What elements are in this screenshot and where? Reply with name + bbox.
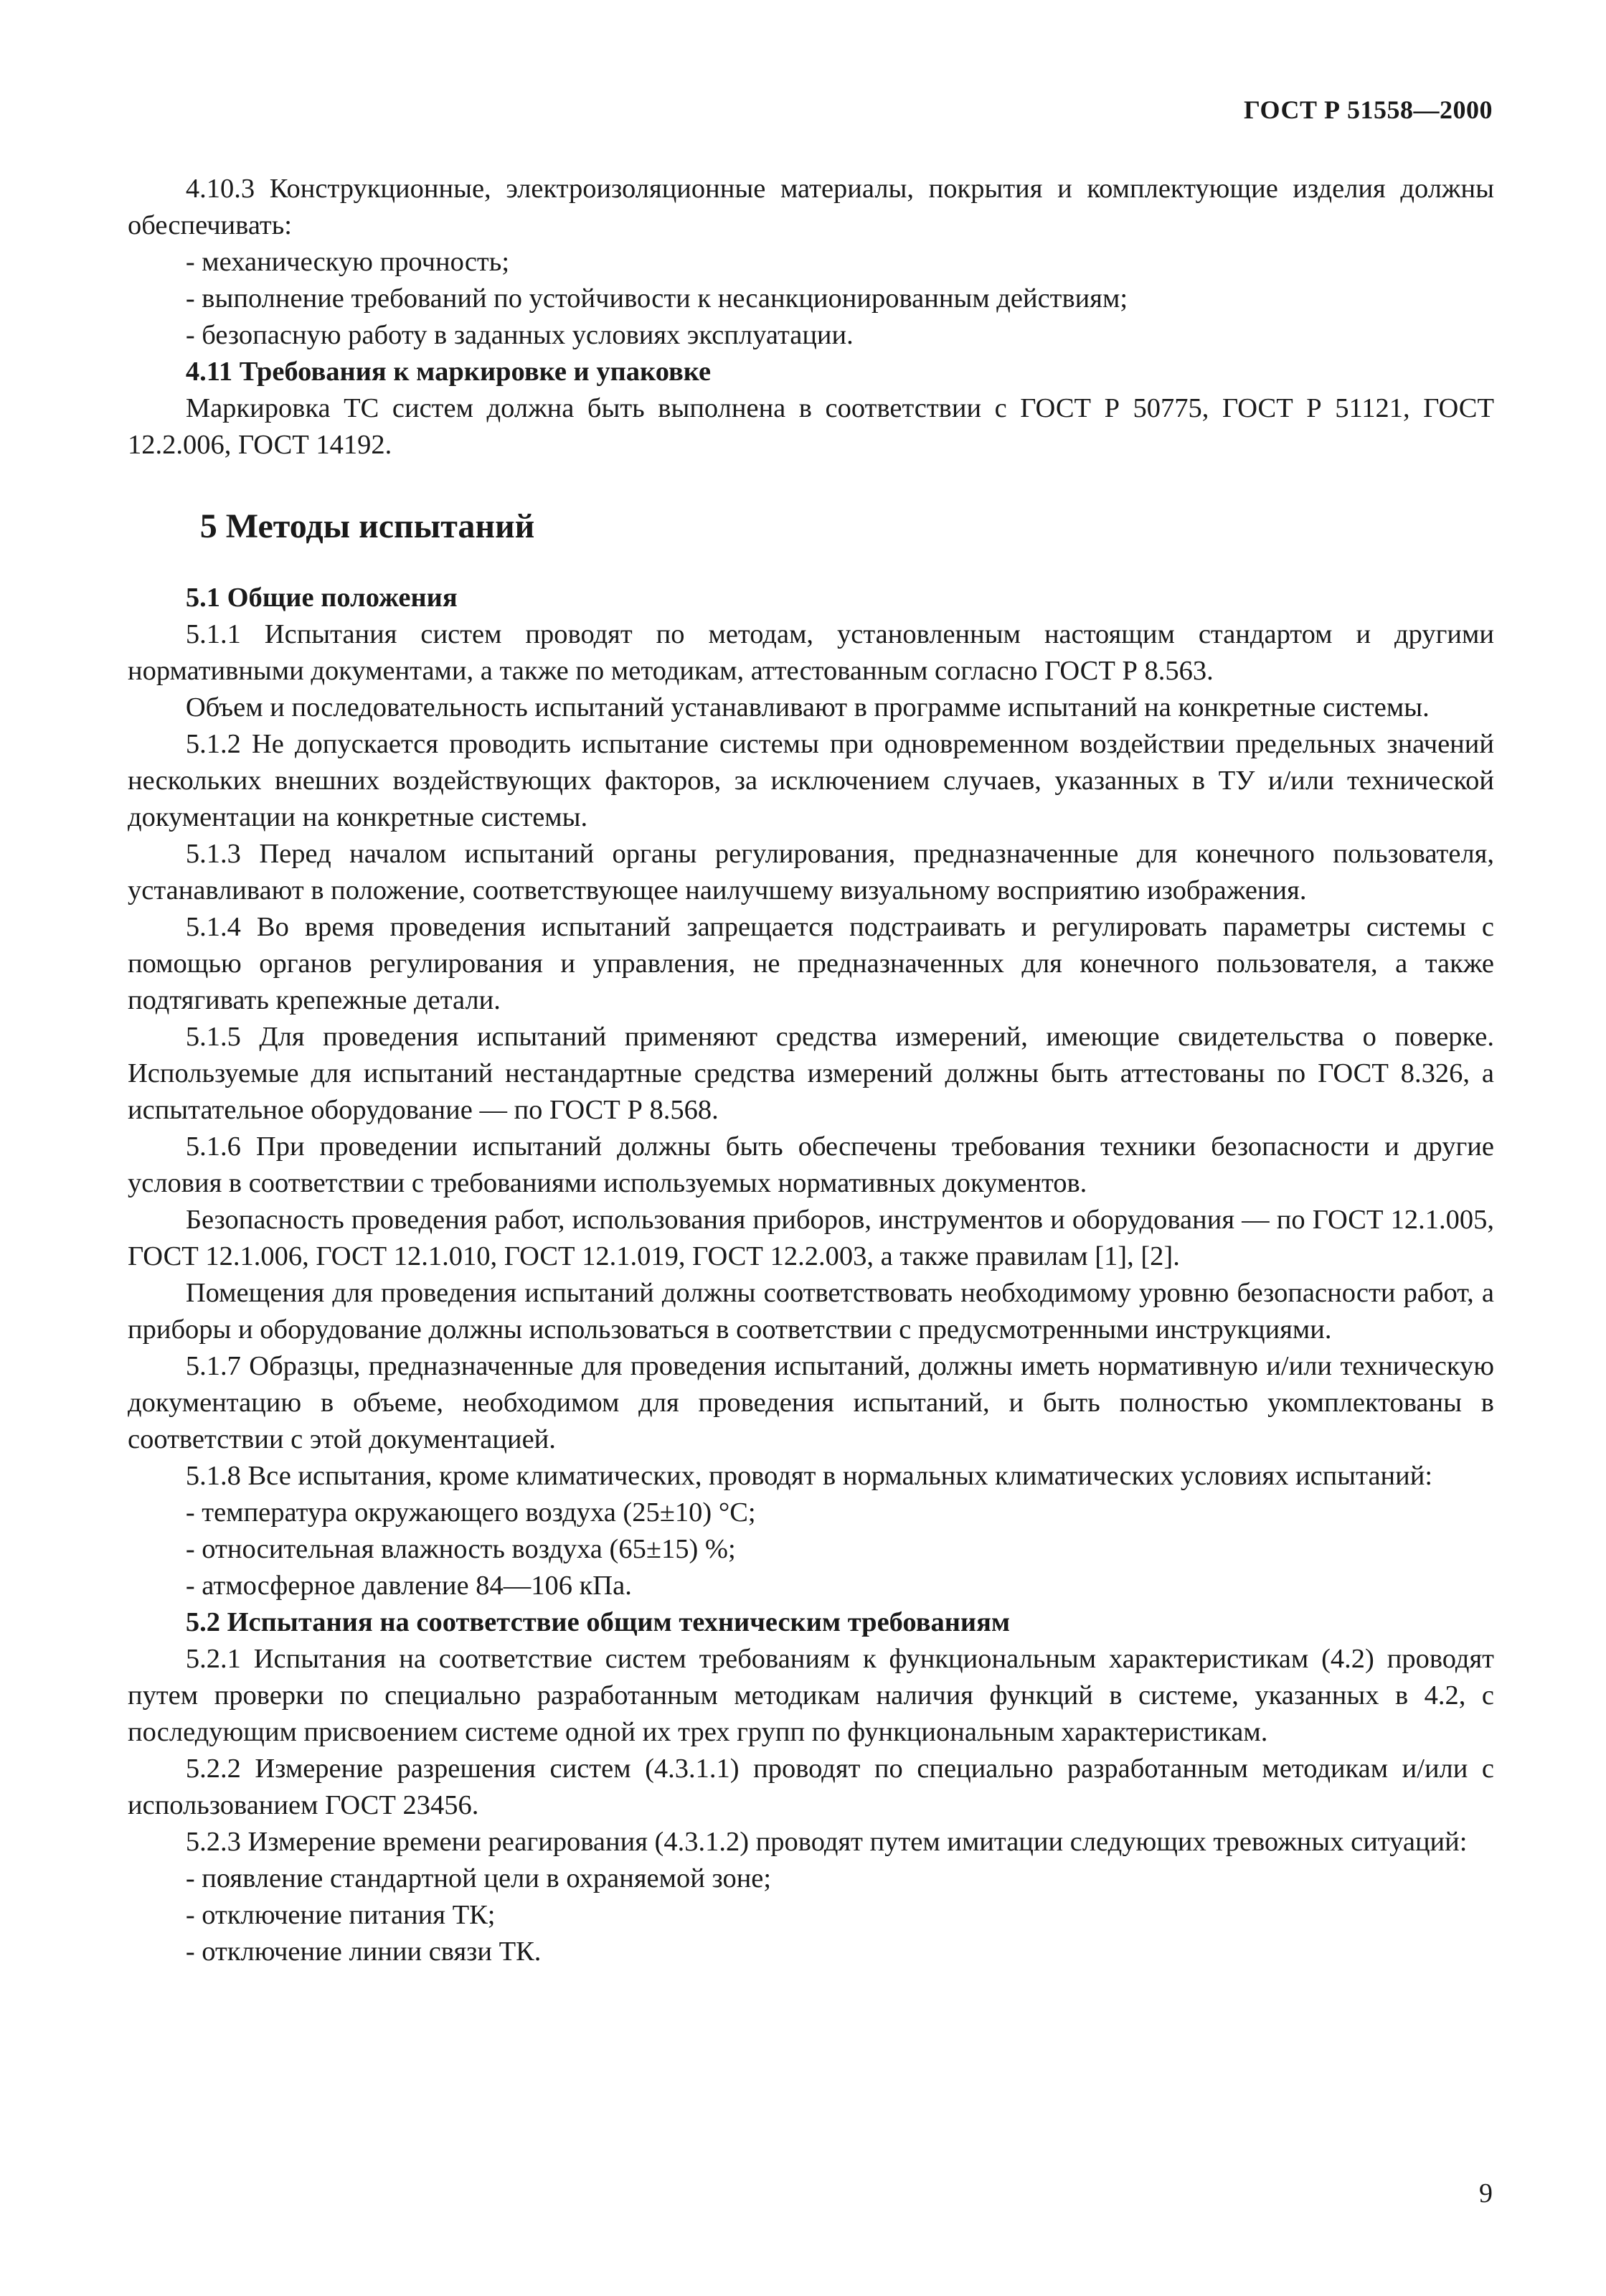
- subsection-heading: 5.2 Испытания на соответствие общим техническим требованиям: [185, 1607, 1011, 1637]
- paragraph: Объем и последовательность испытаний устанавливают в программе испытаний на конкретные системы.: [185, 692, 1430, 723]
- paragraph: 5.1.1 Испытания систем проводят по методам, установленным настоящим стандартом и другими нормативными документами, а также по методикам, аттестованным согласно ГОСТ Р 8.563.: [128, 619, 1494, 686]
- paragraph: 5.1.2 Не допускается проводить испытание системы при одновременном воздействии предельных значений нескольких внешних воздействующих факторов, за исключением случаев, указанных в ТУ и/или технической документации на конкретные системы.: [128, 729, 1494, 832]
- list-item: - безопасную работу в заданных условиях эксплуатации.: [185, 320, 854, 350]
- list-item: - появление стандартной цели в охраняемой зоне;: [185, 1863, 772, 1893]
- paragraph: 5.2.1 Испытания на соответствие систем требованиям к функциональным характеристикам (4.2) проводят путем проверки по специально разработанным методикам наличия функций в системе, указанных в 4.2, с последующим присвоением системе одной их трех групп по функциональным характеристикам.: [128, 1644, 1494, 1747]
- list-item: - температура окружающего воздуха (25±10) °С;: [185, 1497, 756, 1528]
- paragraph: Помещения для проведения испытаний должны соответствовать необходимому уровню безопасности работ, а приборы и оборудование должны использоваться в соответствии с предусмотренными инструкциями.: [128, 1278, 1494, 1345]
- paragraph: 4.10.3 Конструкционные, электроизоляционные материалы, покрытия и комплектующие изделия должны обеспечивать:: [128, 174, 1494, 240]
- section-heading: [128, 505, 1494, 548]
- paragraph: 5.1.8 Все испытания, кроме климатических, проводят в нормальных климатических условиях испытаний:: [185, 1461, 1433, 1491]
- subsection-heading: 5.1 Общие положения: [185, 583, 458, 613]
- paragraph: 5.1.6 При проведении испытаний должны быть обеспечены требования техники безопасности и другие условия в соответствии с требованиями используемых нормативных документов.: [128, 1131, 1494, 1198]
- document-header: ГОСТ Р 51558—2000: [1244, 95, 1493, 124]
- list-item: - отключение линии связи ТК.: [185, 1937, 542, 1967]
- page-number: 9: [1479, 2178, 1493, 2208]
- list-item: - отключение питания ТК;: [185, 1900, 496, 1930]
- list-item: - относительная влажность воздуха (65±15) %;: [185, 1534, 736, 1564]
- subsection-heading: 4.11 Требования к маркировке и упаковке: [185, 357, 712, 387]
- paragraph: 5.1.3 Перед началом испытаний органы регулирования, предназначенные для конечного пользователя, устанавливают в положение, соответствующее наилучшему визуальному восприятию изображения.: [128, 839, 1494, 905]
- list-item: - атмосферное давление 84—106 кПа.: [185, 1571, 632, 1601]
- paragraph: 5.1.5 Для проведения испытаний применяют средства измерений, имеющие свидетельства о поверке. Используемые для испытаний нестандартные средства измерений должны быть аттестованы по ГОСТ 8.326, а испытательное оборудование — по ГОСТ Р 8.568.: [128, 1022, 1494, 1125]
- paragraph: Безопасность проведения работ, использования приборов, инструментов и оборудования — по ГОСТ 12.1.005, ГОСТ 12.1.006, ГОСТ 12.1.010, ГОСТ 12.1.019, ГОСТ 12.2.003, а также правилам [1], [2].: [128, 1205, 1494, 1271]
- paragraph: 5.1.4 Во время проведения испытаний запрещается подстраивать и регулировать параметры системы с помощью органов регулирования и управления, не предназначенных для конечного пользователя, а также подтягивать крепежные детали.: [128, 912, 1494, 1015]
- paragraph: Маркировка ТС систем должна быть выполнена в соответствии с ГОСТ Р 50775, ГОСТ Р 51121, ГОСТ 12.2.006, ГОСТ 14192.: [128, 393, 1494, 460]
- section-title: 5 Методы испытаний: [199, 507, 535, 545]
- list-item: - выполнение требований по устойчивости к несанкционированным действиям;: [185, 283, 1128, 314]
- list-item: - механическую прочность;: [185, 247, 510, 277]
- paragraph: 5.2.2 Измерение разрешения систем (4.3.1.1) проводят по специально разработанным методикам и/или с использованием ГОСТ 23456.: [128, 1754, 1494, 1820]
- paragraph: 5.2.3 Измерение времени реагирования (4.3.1.2) проводят путем имитации следующих тревожных ситуаций:: [185, 1827, 1468, 1857]
- paragraph: 5.1.7 Образцы, предназначенные для проведения испытаний, должны иметь нормативную и/или техническую документацию в объеме, необходимом для проведения испытаний, и быть полностью укомплектованы в соответствии с этой документацией.: [128, 1351, 1494, 1454]
- document-body: [128, 171, 1494, 1970]
